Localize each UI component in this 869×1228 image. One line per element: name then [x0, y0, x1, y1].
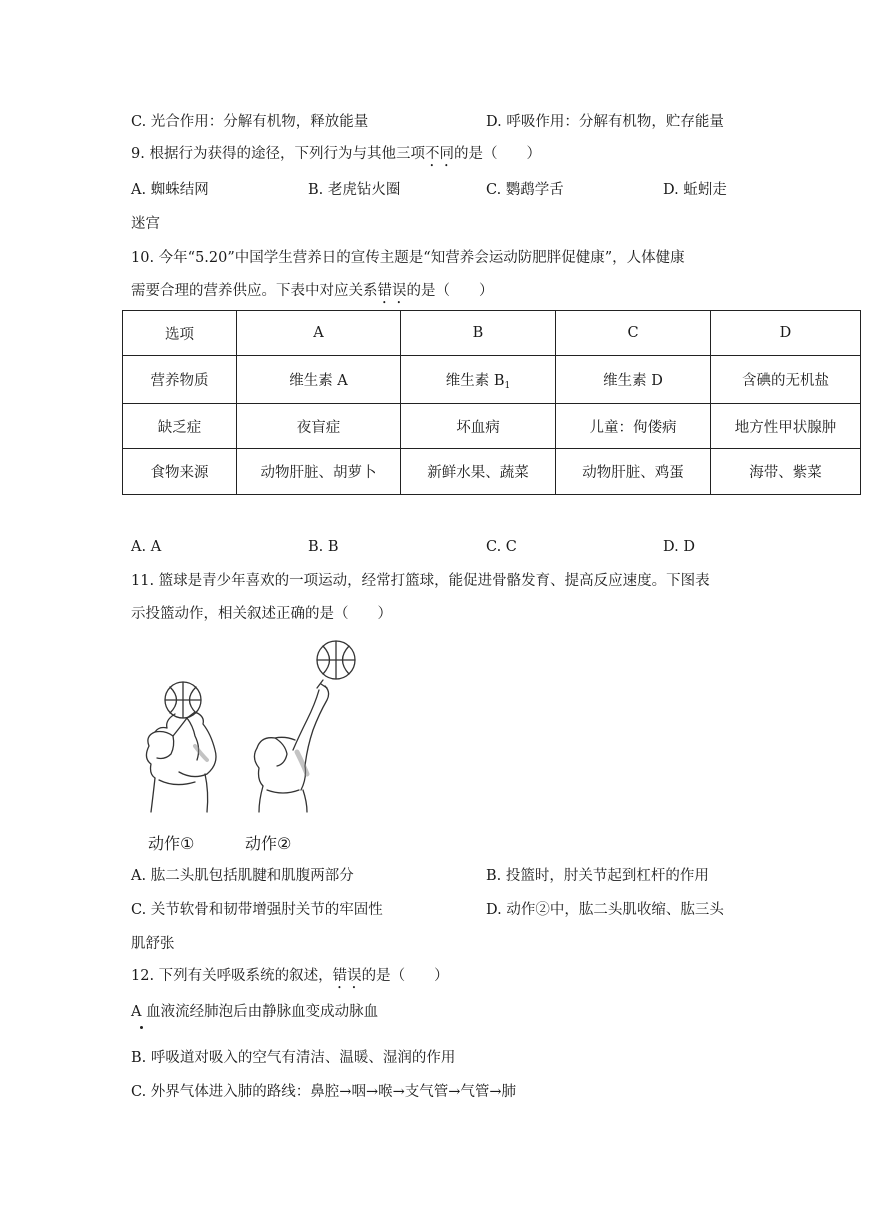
table-cell: 动物肝脏、胡萝卜: [237, 449, 401, 495]
q12-stem-text: 12. 下列有关呼吸系统的叙述，: [131, 968, 333, 984]
q11-option-d-continued: 肌舒张: [131, 936, 175, 952]
q9-stem-emphasis: 不同: [424, 146, 454, 162]
table-header-cell: B: [401, 311, 556, 356]
q10-option-b: B. B: [308, 539, 339, 555]
player-action-2: [254, 680, 328, 812]
table-cell: [401, 356, 556, 404]
table-cell: 夜盲症: [237, 404, 401, 449]
q10-option-c: C. C: [486, 539, 517, 555]
q11-stem-line2: 示投篮动作，相关叙述正确的是（ ）: [131, 606, 392, 622]
table-header-cell: C: [556, 311, 711, 356]
q9-option-b: B. 老虎钻火圈: [308, 182, 401, 198]
emphasis-dot: [140, 1026, 143, 1029]
table-cell: 缺乏症: [123, 404, 237, 449]
table-cell: 维生素 A: [237, 356, 401, 404]
table-header-cell: A: [237, 311, 401, 356]
q12-stem-emphasis: 错误: [332, 968, 362, 984]
q11-option-b: B. 投篮时，肘关节起到杠杆的作用: [486, 868, 709, 884]
q9-stem-bracket: 的是（ ）: [453, 146, 541, 162]
q10-option-d: D. D: [663, 539, 695, 555]
table-row: [123, 356, 861, 404]
vitamin-b-label: 维生素 B: [445, 372, 505, 389]
q12-option-c: C. 外界气体进入肺的路线：鼻腔→咽→喉→支气管→气管→肺: [131, 1084, 517, 1100]
table-cell: 含碘的无机盐: [711, 356, 861, 404]
q12-stem: [131, 966, 449, 992]
q10-stem-line2: [131, 281, 494, 307]
table-cell: 营养物质: [123, 356, 237, 404]
vitamin-b-subscript: 1: [504, 380, 511, 391]
q8-option-d: D. 呼吸作用：分解有机物，贮存能量: [486, 114, 724, 130]
table-cell: 维生素 D: [556, 356, 711, 404]
q12-stem-bracket: 的是（ ）: [361, 968, 449, 984]
player-action-1: [146, 712, 216, 812]
q12-option-b: B. 呼吸道对吸入的空气有清洁、温暖、湿润的作用: [131, 1050, 456, 1066]
basketball-shooting-figure: [135, 640, 375, 815]
figure-caption-action-2: 动作②: [245, 834, 292, 853]
q11-option-c: C. 关节软骨和韧带增强肘关节的牢固性: [131, 902, 383, 918]
figure-caption-action-1: 动作①: [148, 834, 195, 853]
q8-option-c: C. 光合作用：分解有机物，释放能量: [131, 114, 369, 130]
table-row: [123, 449, 861, 495]
q10-option-a: A. A: [131, 539, 162, 555]
table-cell: 儿童：佝偻病: [556, 404, 711, 449]
q10-stem-text: 需要合理的营养供应。下表中对应关系: [131, 283, 378, 299]
nutrition-table: [122, 310, 861, 495]
q10-stem-line1: 10. 今年“5.20”中国学生营养日的宣传主题是“知营养会运动防肥胖促健康”，人体健康: [131, 250, 685, 266]
table-cell: 坏血病: [401, 404, 556, 449]
q9-option-d-continued: 迷宫: [131, 216, 160, 232]
q9-stem: [131, 144, 541, 170]
q9-option-a: A. 蜘蛛结网: [131, 182, 209, 198]
q9-option-d: D. 蚯蚓走: [663, 182, 727, 198]
q11-stem-line1: 11. 篮球是青少年喜欢的一项运动，经常打篮球，能促进骨骼发育、提高反应速度。下图表: [131, 573, 710, 589]
q9-stem-text: 9. 根据行为获得的途径，下列行为与其他三项: [131, 146, 425, 162]
table-cell: 动物肝脏、鸡蛋: [556, 449, 711, 495]
table-header-row: [123, 311, 861, 356]
table-header-cell: 选项: [123, 311, 237, 356]
q11-option-d: D. 动作②中，肱二头肌收缩、肱三头: [486, 902, 724, 918]
q10-stem-emphasis: 错误: [377, 283, 407, 299]
table-cell: 海带、紫菜: [711, 449, 861, 495]
q11-option-a: A. 肱二头肌包括肌腱和肌腹两部分: [131, 868, 354, 884]
table-header-cell: D: [711, 311, 861, 356]
basketball-icon-2: [317, 641, 355, 679]
table-cell: 新鲜水果、蔬菜: [401, 449, 556, 495]
table-cell: 地方性甲状腺肿: [711, 404, 861, 449]
q9-option-c: C. 鹦鹉学舌: [486, 182, 564, 198]
q12-option-a: A 血液流经肺泡后由静脉血变成动脉血: [131, 1004, 379, 1020]
table-row: [123, 404, 861, 449]
table-cell: 食物来源: [123, 449, 237, 495]
q10-stem-bracket: 的是（ ）: [406, 283, 494, 299]
